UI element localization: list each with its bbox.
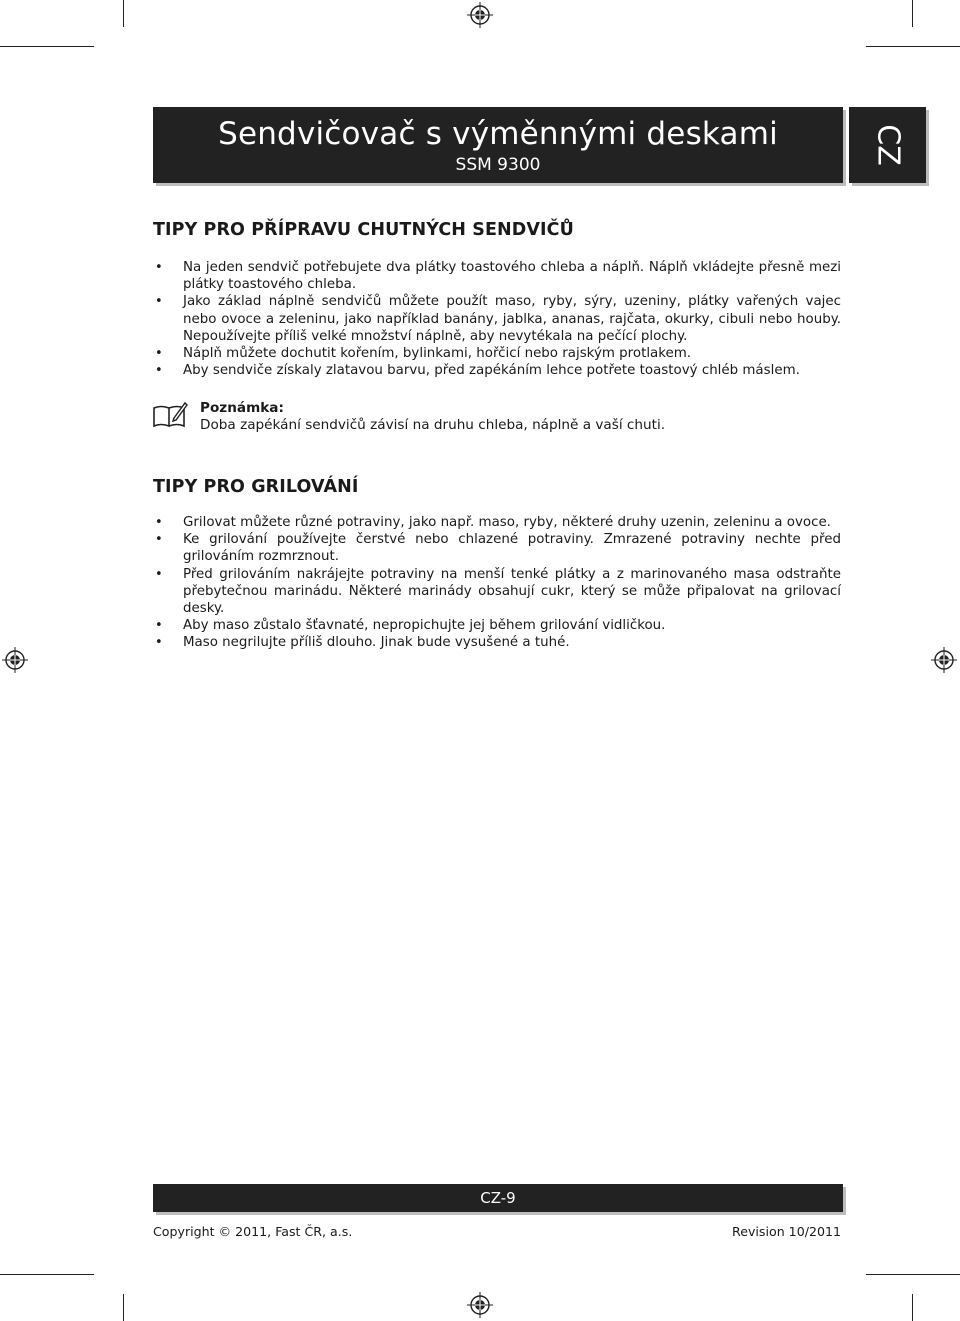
sandwich-tips-list bbox=[153, 259, 841, 379]
copyright-text: Copyright © 2011, Fast ČR, a.s. bbox=[153, 1224, 353, 1239]
registration-mark-icon bbox=[467, 2, 493, 28]
registration-mark-icon bbox=[2, 647, 28, 673]
list-item: • Aby maso zůstalo šťavnaté, nepropichujte jej během grilování vidličkou. bbox=[153, 617, 841, 634]
note-book-pencil-icon bbox=[152, 400, 188, 430]
page-number-bar bbox=[153, 1184, 843, 1212]
page-title: Sendvičovač s výměnnými deskami bbox=[218, 116, 778, 152]
revision-text: Revision 10/2011 bbox=[732, 1224, 841, 1239]
language-tab bbox=[849, 107, 926, 183]
list-item: • Před grilováním nakrájejte potraviny na menší tenké plátky a z marinovaného masa odstraňte přebytečnou marinádu. Některé marinády obsahují cukr, který se může připalovat na grilovací desky. bbox=[153, 566, 841, 618]
section-title-grilling-tips: TIPY PRO GRILOVÁNÍ bbox=[153, 477, 359, 497]
crop-mark bbox=[866, 46, 960, 47]
list-item: • Maso negrilujte příliš dlouho. Jinak bude vysušené a tuhé. bbox=[153, 634, 841, 651]
crop-mark bbox=[123, 1294, 124, 1321]
registration-mark-icon bbox=[467, 1292, 493, 1318]
note-text: Doba zapékání sendvičů závisí na druhu chleba, náplně a vaší chuti. bbox=[200, 417, 666, 433]
list-item: • Aby sendviče získaly zlatavou barvu, před zapékáním lehce potřete toastový chléb máslem. bbox=[153, 362, 841, 379]
list-item: • Na jeden sendvič potřebujete dva plátky toastového chleba a náplň. Náplň vkládejte přesně mezi plátky toastového chleba. bbox=[153, 259, 841, 293]
grilling-tips-list bbox=[153, 514, 841, 652]
list-item: • Ke grilování používejte čerstvé nebo chlazené potraviny. Zmrazené potraviny nechte před grilováním rozmrznout. bbox=[153, 531, 841, 565]
crop-mark bbox=[123, 0, 124, 27]
registration-mark-icon bbox=[931, 647, 957, 673]
list-item: • Náplň můžete dochutit kořením, bylinkami, hořčicí nebo rajským protlakem. bbox=[153, 345, 841, 362]
crop-mark bbox=[0, 46, 94, 47]
header-bar bbox=[153, 107, 843, 183]
crop-mark bbox=[912, 0, 913, 27]
model-number: SSM 9300 bbox=[455, 155, 541, 175]
crop-mark bbox=[866, 1274, 960, 1275]
crop-mark bbox=[912, 1294, 913, 1321]
language-code: CZ bbox=[870, 124, 905, 166]
section-title-sandwich-tips: TIPY PRO PŘÍPRAVU CHUTNÝCH SENDVIČŮ bbox=[153, 220, 574, 240]
page-number: CZ-9 bbox=[480, 1189, 516, 1207]
note-label: Poznámka: bbox=[200, 400, 284, 416]
crop-mark bbox=[0, 1274, 94, 1275]
list-item: • Jako základ náplně sendvičů můžete použít maso, ryby, sýry, uzeniny, plátky vařených vajec nebo ovoce a zeleninu, jako například banány, jablka, ananas, rajčata, okurky, cibuli nebo houby. Nepoužívejte příliš velké množství náplně, aby nevytékala na pečící plochy. bbox=[153, 293, 841, 345]
list-item: • Grilovat můžete různé potraviny, jako např. maso, ryby, některé druhy uzenin, zeleninu a ovoce. bbox=[153, 514, 841, 531]
